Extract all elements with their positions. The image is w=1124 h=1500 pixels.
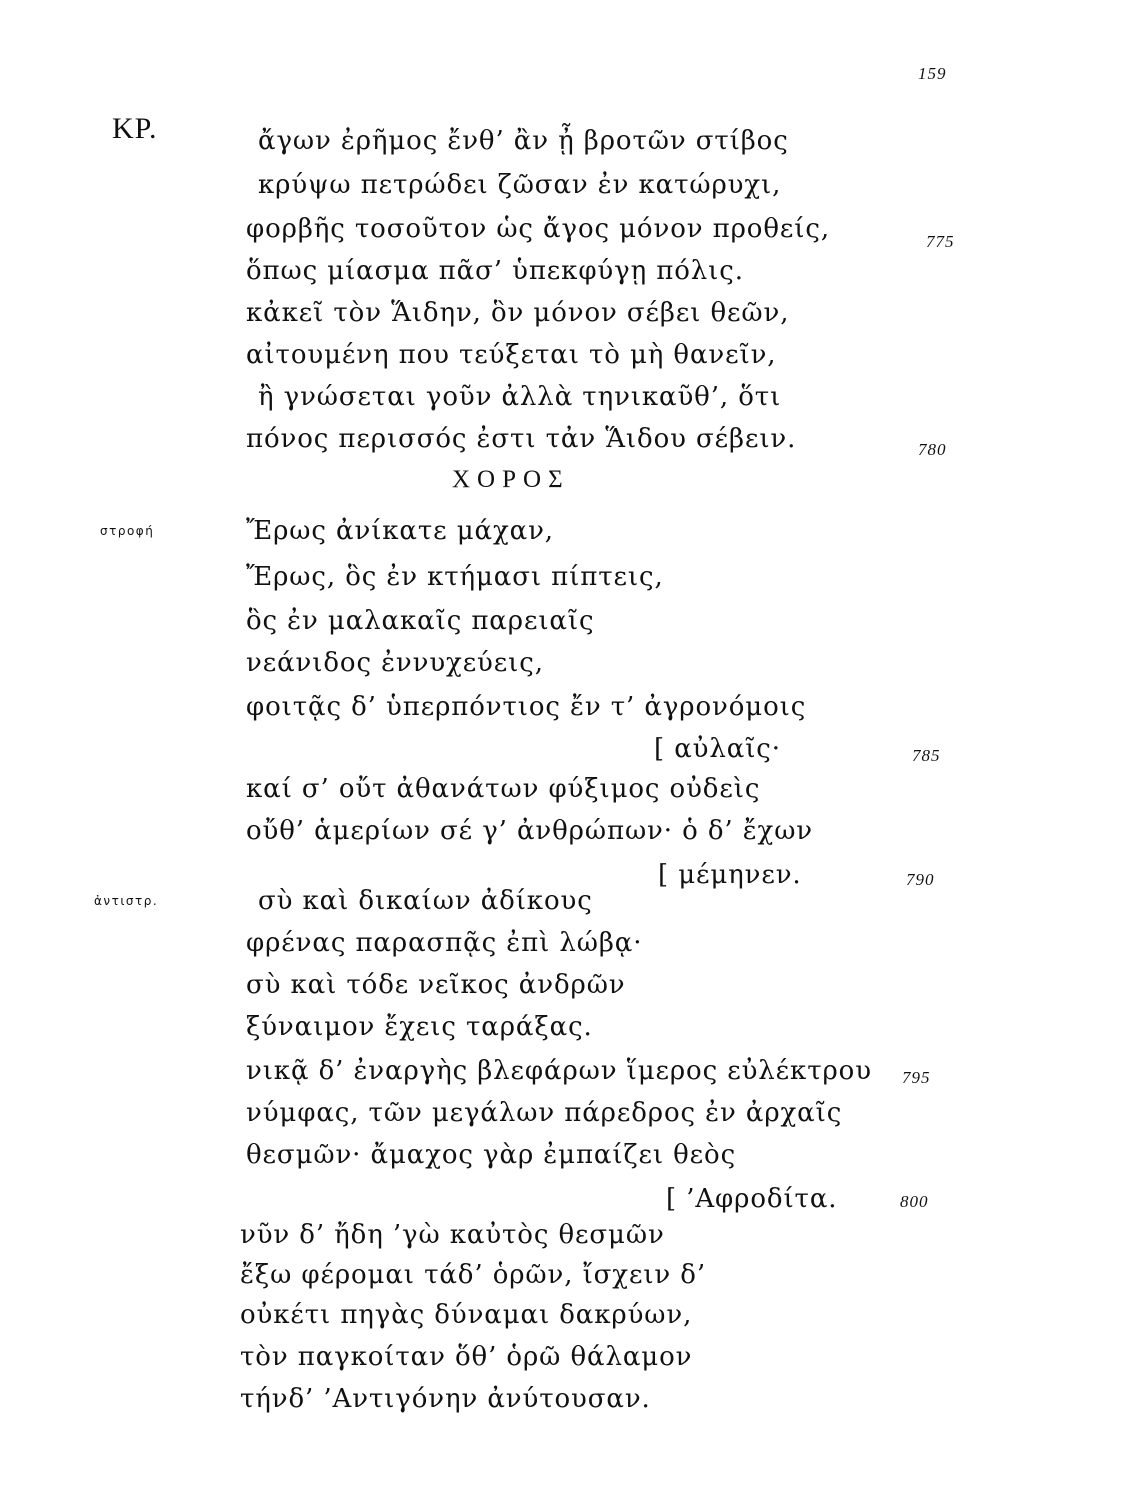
verse-line: φορβῆς τοσοῦτον ὡς ἄγος μόνον προθείς,: [246, 214, 830, 244]
line-number: 795: [902, 1068, 931, 1087]
verse-line: ὃς ἐν μαλακαῖς παρειαῖς: [246, 606, 595, 636]
chorus-heading: ΧΟΡΟΣ: [452, 466, 570, 493]
verse-line: τήνδ’ ’Αντιγόνην ἀνύτουσαν.: [240, 1384, 651, 1414]
verse-line: φρένας παρασπᾷς ἐπὶ λώβᾳ·: [246, 928, 643, 958]
verse-line: οὔθ’ ἁμερίων σέ γ’ ἀνθρώπων· ὁ δ’ ἔχων: [246, 816, 814, 846]
verse-line: Ἔρως ἀνίκατε μάχαν,: [246, 516, 554, 546]
line-number: 790: [906, 870, 935, 889]
line-number: 775: [926, 232, 955, 251]
verse-line: καί σ’ οὔτ ἀθανάτων φύξιμος οὐδεὶς: [246, 774, 761, 804]
speaker-label: ΚΡ.: [112, 112, 158, 145]
verse-line: σὺ καὶ τόδε νεῖκος ἀνδρῶν: [246, 970, 626, 1000]
verse-line-continuation: [ ’Αφροδίτα.: [666, 1184, 838, 1214]
verse-line-continuation: [ μέμηνεν.: [658, 860, 802, 890]
line-number: 780: [918, 440, 947, 459]
verse-line: τὸν παγκοίταν ὅθ’ ὁρῶ θάλαμον: [240, 1342, 693, 1372]
verse-line: νικᾷ δ’ ἐναργὴς βλεφάρων ἵμερος εὐλέκτρου: [246, 1056, 872, 1086]
verse-line: κρύψω πετρώδει ζῶσαν ἐν κατώρυχι,: [258, 170, 782, 200]
line-number: 785: [912, 746, 941, 765]
page-number: 159: [918, 64, 947, 83]
verse-line: θεσμῶν· ἄμαχος γὰρ ἐμπαίζει θεὸς: [246, 1140, 737, 1170]
line-number: 800: [900, 1192, 929, 1211]
verse-line: ἄγων ἐρῆμος ἔνθ’ ἂν ᾖ βροτῶν στίβος: [258, 126, 789, 156]
antistrophe-label: ἀντιστρ.: [94, 894, 159, 908]
verse-line-continuation: [ αὐλαῖς·: [654, 734, 781, 764]
verse-line: ξύναιμον ἔχεις ταράξας.: [246, 1012, 593, 1042]
verse-line: νεάνιδος ἐννυχεύεις,: [246, 648, 544, 678]
verse-line: Ἔρως, ὃς ἐν κτήμασι πίπτεις,: [246, 562, 664, 592]
verse-line: πόνος περισσός ἐστι τἀν Ἅιδου σέβειν.: [246, 424, 797, 454]
verse-line: ἔξω φέρομαι τάδ’ ὁρῶν, ἴσχειν δ’: [240, 1260, 707, 1290]
strophe-label: στροφή: [100, 524, 155, 538]
verse-line: νύμφας, τῶν μεγάλων πάρεδρος ἐν ἀρχαῖς: [246, 1098, 843, 1128]
verse-line: ὅπως μίασμα πᾶσ’ ὑπεκφύγῃ πόλις.: [246, 256, 744, 286]
verse-line: νῦν δ’ ἤδη ’γὼ καὐτὸς θεσμῶν: [240, 1220, 665, 1250]
verse-line: οὐκέτι πηγὰς δύναμαι δακρύων,: [240, 1300, 693, 1330]
verse-line: σὺ καὶ δικαίων ἀδίκους: [258, 886, 593, 916]
verse-line: κἀκεῖ τὸν Ἅιδην, ὃν μόνον σέβει θεῶν,: [246, 298, 790, 328]
verse-line: φοιτᾷς δ’ ὑπερπόντιος ἔν τ’ ἀγρονόμοις: [246, 692, 807, 722]
verse-line: ἢ γνώσεται γοῦν ἀλλὰ τηνικαῦθ’, ὅτι: [258, 382, 782, 412]
verse-line: αἰτουμένη που τεύξεται τὸ μὴ θανεῖν,: [246, 340, 777, 370]
